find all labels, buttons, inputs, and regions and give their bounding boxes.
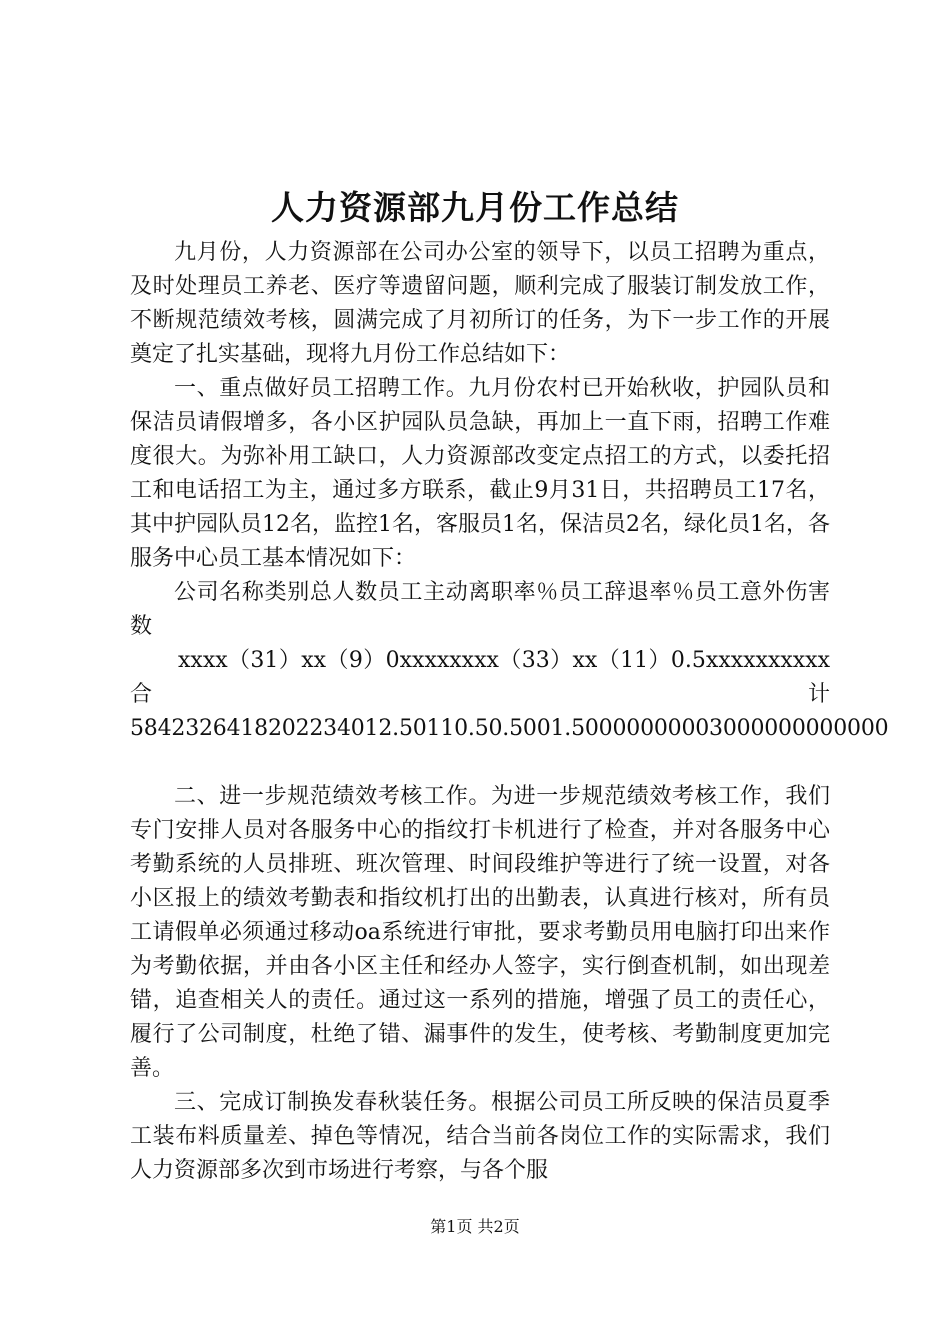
table-header-text: 公司名称类别总人数员工主动离职率％员工辞退率％员工意外伤害数 <box>130 580 830 639</box>
section-3-paragraph: 三、完成订制换发春秋装任务。根据公司员工所反映的保洁员夏季工装布料质量差、掉色等情况，结合当前各岗位工作的实际需求，我们人力资源部多次到市场进行考察，与各个服 <box>130 1090 830 1183</box>
table-totals-text: 58423264182022340​12.50110.50.5001.50000000003000000000000 <box>130 716 889 741</box>
intro-paragraph: 九月份，人力资源部在公司办公室的领导下，以员工招聘为重点，及时处理员工养老、医疗等遗留问题，顺利完成了服装订制发放工作，不断规范绩效考核，圆满完成了月初所订的任务，为下一步工作的开展奠定了扎实基础，现将九月份工作总结如下： <box>130 240 830 367</box>
section-1-paragraph: 一、重点做好员工招聘工作。九月份农村已开始秋收，护园队员和保洁员请假增多，各小区护园队员急缺，再加上一直下雨，招聘工作难度很大。为弥补用工缺口，人力资源部改变定点招工的方式，以委托招工和电话招工为主，通过多方联系，截止9月31日，共招聘员工17名，其中护园队员12名，监控1名，客服员1名，保洁员2名，绿化员1名，各服务中心员工基本情况如下： <box>130 376 830 571</box>
table-row-text: xxxx（31）xx（9）0xxxxxxxx（33）xx（11）0.5xxxxxxxxxx合计 <box>130 648 830 707</box>
page-footer: 第1页 共2页 <box>430 1217 520 1236</box>
document-body <box>130 236 889 1188</box>
document-title: 人力资源部九月份工作总结 <box>271 188 679 227</box>
section-2-paragraph: 二、进一步规范绩效考核工作。为进一步规范绩效考核工作，我们专门安排人员对各服务中心的指纹打卡机进行了检查，并对各服务中心考勤系统的人员排班、班次管理、时间段维护等进行了统一设置，对各小区报上的绩效考勤表和指纹机打出的出勤表，认真进行核对，所有员工请假单必须通过移动oa系统进行审批，要求考勤员用电脑打印出来作为考勤依据，并由各小区主任和经办人签字，实行倒查机制，如出现差错，追查相关人的责任。通过这一系列的措施，增强了员工的责任心，履行了公司制度，杜绝了错、漏事件的发生，使考核、考勤制度更加完善。 <box>130 784 830 1081</box>
paragraph-gap <box>130 746 830 780</box>
